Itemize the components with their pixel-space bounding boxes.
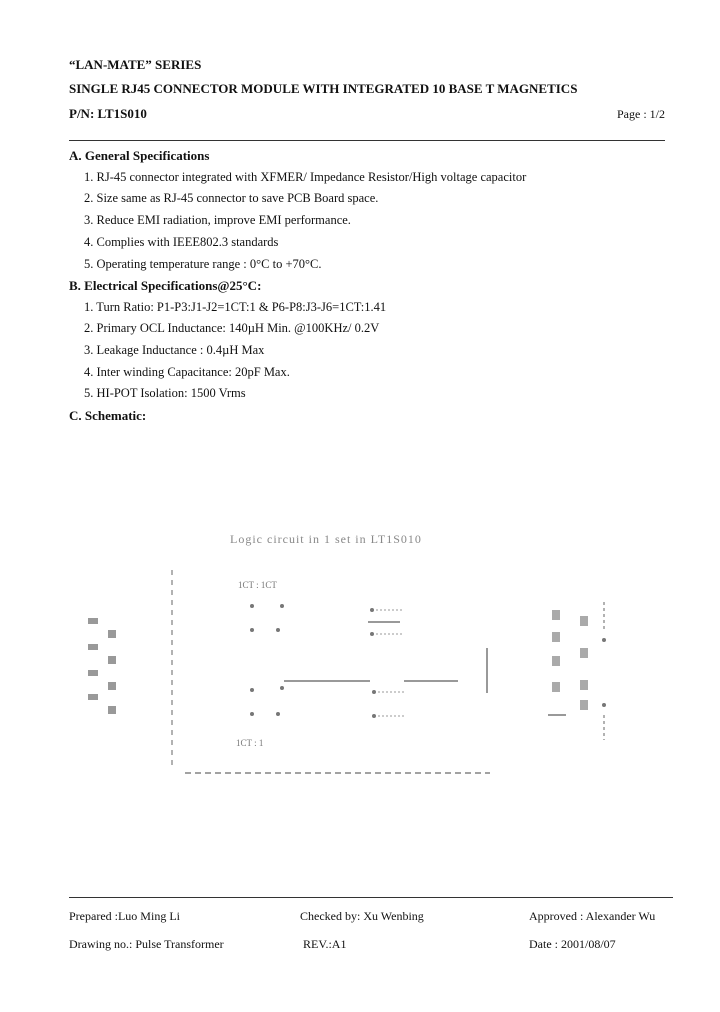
schematic-ratio-label-bottom: 1CT : 1 [236,738,264,748]
electrical-spec-item: 1. Turn Ratio: P1-P3:J1-J2=1CT:1 & P6-P8:J3-J6=1CT:1.41 [84,300,387,314]
revision: REV.:A1 [303,937,347,951]
part-number: P/N: LT1S010 [69,106,147,121]
general-spec-item: 3. Reduce EMI radiation, improve EMI performance. [84,213,351,227]
drawing-number: Drawing no.: Pulse Transformer [69,937,224,951]
left-pin-marks [88,618,116,714]
general-spec-item: 1. RJ-45 connector integrated with XFMER/ Impedance Resistor/High voltage capacitor [84,170,527,184]
general-spec-item: 4. Complies with IEEE802.3 standards [84,235,279,249]
footer-divider [69,897,673,898]
right-pin-marks [552,610,588,710]
checked-by: Checked by: Xu Wenbing [300,909,424,923]
general-spec-heading: A. General Specifications [69,148,210,163]
schematic-heading: C. Schematic: [69,408,147,423]
approved-by: Approved : Alexander Wu [529,909,656,923]
prepared-by: Prepared :Luo Ming Li [69,909,180,923]
document-date: Date : 2001/08/07 [529,937,616,951]
schematic-ratio-label-top: 1CT : 1CT [238,580,277,590]
header-divider [69,140,665,141]
document-title: SINGLE RJ45 CONNECTOR MODULE WITH INTEGRATED 10 BASE T MAGNETICS [69,81,578,96]
electrical-spec-item: 3. Leakage Inductance : 0.4µH Max [84,343,265,357]
series-title: “LAN-MATE” SERIES [69,57,202,72]
electrical-spec-item: 2. Primary OCL Inductance: 140µH Min. @100KHz/ 0.2V [84,321,380,335]
general-spec-item: 5. Operating temperature range : 0°C to +70°C. [84,257,322,271]
electrical-spec-item: 5. HI-POT Isolation: 1500 Vrms [84,386,246,400]
electrical-spec-heading: B. Electrical Specifications@25°C: [69,278,262,293]
page-indicator: Page : 1/2 [617,107,665,121]
electrical-spec-item: 4. Inter winding Capacitance: 20pF Max. [84,365,290,379]
general-spec-item: 2. Size same as RJ-45 connector to save PCB Board space. [84,191,379,205]
schematic-diagram [0,560,720,780]
schematic-caption: Logic circuit in 1 set in LT1S010 [230,532,422,546]
